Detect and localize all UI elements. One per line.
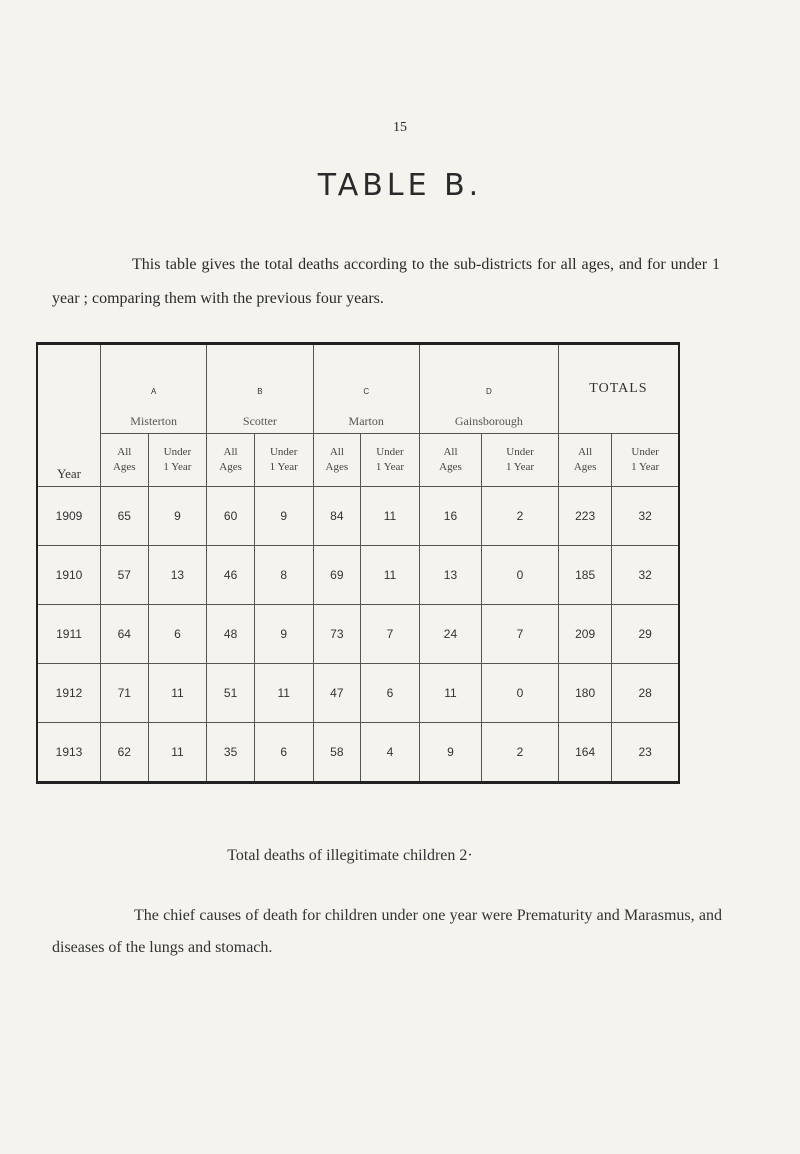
under-1-year-cell: 11	[361, 487, 420, 546]
under-1-year-cell: 0	[482, 664, 559, 723]
under-1-year-header: Under 1 Year	[482, 434, 559, 487]
under-1-year-header: Under 1 Year	[612, 434, 679, 487]
district-header-b	[207, 344, 313, 434]
district-header-d	[419, 344, 558, 434]
all-ages-cell: 185	[558, 546, 611, 605]
under-1-year-cell: 11	[254, 664, 313, 723]
footnote: Total deaths of illegitimate children 2·	[227, 847, 473, 864]
district-letter: C	[363, 387, 370, 396]
all-ages-cell: 65	[101, 487, 149, 546]
all-ages-cell: 73	[313, 605, 361, 664]
district-letter: B	[257, 387, 263, 396]
district-header-row	[37, 344, 679, 434]
under-1-year-cell: 8	[254, 546, 313, 605]
all-ages-header: All Ages	[313, 434, 361, 487]
under-1-year-cell: 28	[612, 664, 679, 723]
table-row	[37, 664, 679, 723]
table-row	[37, 487, 679, 546]
table-row	[37, 546, 679, 605]
district-letter: A	[150, 387, 157, 396]
under-1-year-cell: 13	[148, 546, 207, 605]
intro-paragraph: This table gives the total deaths according to the sub-districts for all ages, and for under 1 year ; comparing them with the previous four years.	[52, 256, 720, 307]
all-ages-cell: 47	[313, 664, 361, 723]
page-number: 15	[393, 120, 407, 135]
all-ages-cell: 223	[558, 487, 611, 546]
under-1-year-cell: 4	[361, 723, 420, 783]
district-name: Gainsborough	[454, 414, 523, 428]
all-ages-cell: 58	[313, 723, 361, 783]
table-row	[37, 723, 679, 783]
district-header-a	[101, 344, 207, 434]
year-cell: 1910	[37, 546, 101, 605]
year-cell: 1911	[37, 605, 101, 664]
under-1-year-header: Under 1 Year	[254, 434, 313, 487]
under-1-year-cell: 0	[482, 546, 559, 605]
all-ages-cell: 51	[207, 664, 255, 723]
all-ages-cell: 71	[101, 664, 149, 723]
all-ages-cell: 13	[419, 546, 481, 605]
all-ages-cell: 35	[207, 723, 255, 783]
under-1-year-cell: 7	[482, 605, 559, 664]
under-1-year-header: Under 1 Year	[148, 434, 207, 487]
all-ages-cell: 60	[207, 487, 255, 546]
year-cell: 1909	[37, 487, 101, 546]
year-cell: 1913	[37, 723, 101, 783]
all-ages-cell: 57	[101, 546, 149, 605]
under-1-year-cell: 9	[254, 487, 313, 546]
district-name: Marton	[348, 414, 384, 428]
under-1-year-cell: 11	[361, 546, 420, 605]
under-1-year-header: Under 1 Year	[361, 434, 420, 487]
deaths-table	[36, 342, 680, 784]
under-1-year-cell: 11	[148, 723, 207, 783]
under-1-year-cell: 32	[612, 546, 679, 605]
all-ages-cell: 209	[558, 605, 611, 664]
under-1-year-cell: 7	[361, 605, 420, 664]
all-ages-cell: 62	[101, 723, 149, 783]
all-ages-cell: 11	[419, 664, 481, 723]
all-ages-cell: 46	[207, 546, 255, 605]
under-1-year-cell: 9	[148, 487, 207, 546]
district-name: Scotter	[242, 414, 277, 428]
district-header-c	[313, 344, 419, 434]
under-1-year-cell: 2	[482, 487, 559, 546]
all-ages-header: All Ages	[101, 434, 149, 487]
under-1-year-cell: 11	[148, 664, 207, 723]
under-1-year-cell: 29	[612, 605, 679, 664]
page-title: TABLE B.	[317, 168, 483, 203]
table-body	[37, 487, 679, 783]
all-ages-header: All Ages	[419, 434, 481, 487]
all-ages-cell: 69	[313, 546, 361, 605]
all-ages-cell: 180	[558, 664, 611, 723]
all-ages-cell: 84	[313, 487, 361, 546]
all-ages-cell: 9	[419, 723, 481, 783]
year-cell: 1912	[37, 664, 101, 723]
table-row	[37, 605, 679, 664]
all-ages-cell: 164	[558, 723, 611, 783]
district-name: Misterton	[130, 414, 177, 428]
deaths-table-container	[36, 342, 680, 784]
under-1-year-cell: 2	[482, 723, 559, 783]
all-ages-cell: 64	[101, 605, 149, 664]
all-ages-header: All Ages	[207, 434, 255, 487]
under-1-year-cell: 6	[254, 723, 313, 783]
all-ages-cell: 24	[419, 605, 481, 664]
totals-header: TOTALS	[558, 344, 679, 434]
sub-header-row	[37, 434, 679, 487]
district-letter: D	[485, 387, 492, 396]
under-1-year-cell: 6	[148, 605, 207, 664]
year-header: Year	[37, 344, 101, 487]
under-1-year-cell: 6	[361, 664, 420, 723]
under-1-year-cell: 23	[612, 723, 679, 783]
under-1-year-cell: 9	[254, 605, 313, 664]
all-ages-cell: 16	[419, 487, 481, 546]
causes-paragraph: The chief causes of death for children under one year were Prematurity and Marasmus, and diseases of the lungs and stomach.	[52, 907, 722, 956]
all-ages-header: All Ages	[558, 434, 611, 487]
all-ages-cell: 48	[207, 605, 255, 664]
under-1-year-cell: 32	[612, 487, 679, 546]
